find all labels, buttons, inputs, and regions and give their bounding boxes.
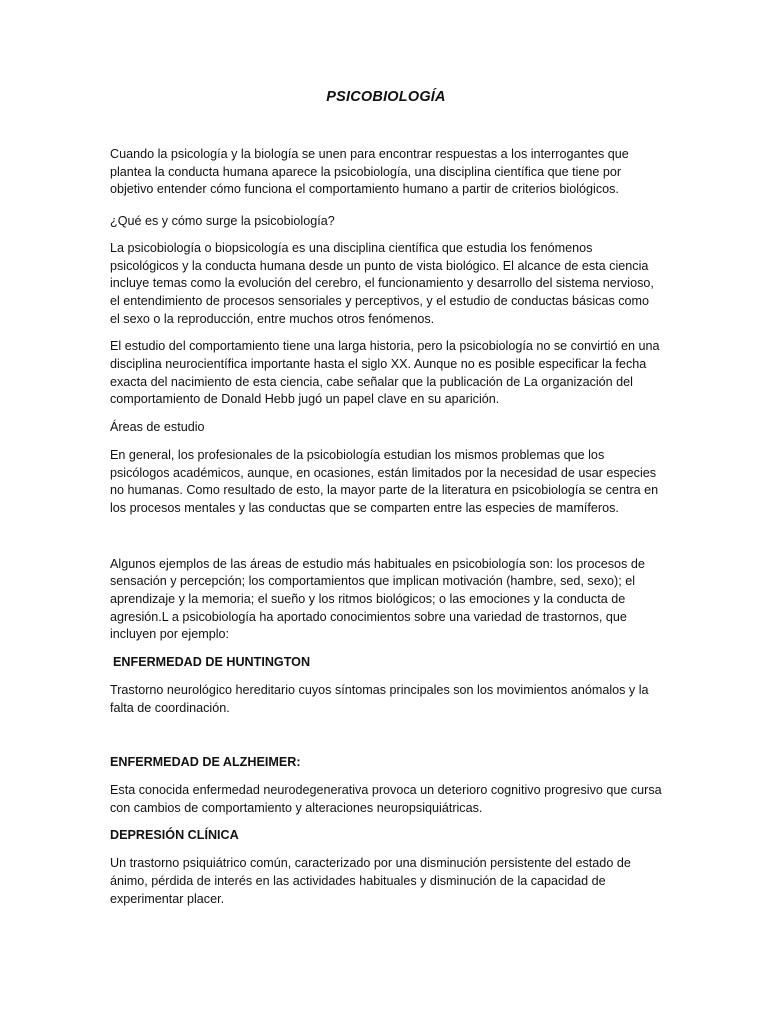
depression-heading: DEPRESIÓN CLÍNICA — [110, 828, 239, 843]
areas-paragraph: En general, los profesionales de la psicobiología estudian los mismos problemas que los psicólogos académicos, aunque, en ocasiones, están limitados por la necesidad de usar especies no humanas. Como resultado de esto, la mayor parte de la literatura en psicobiología se centra en los procesos mentales y las conductas que se comparten entre las especies de mamíferos. — [110, 447, 659, 515]
question-line: ¿Qué es y cómo surge la psicobiología? — [110, 214, 335, 229]
areas-heading: Áreas de estudio — [110, 420, 205, 435]
examples-paragraph: Algunos ejemplos de las áreas de estudio más habituales en psicobiología son: los procesos de sensación y percepción; los comportamientos que implican motivación (hambre, sed, sexo); el aprendizaje y la memoria; el sueño y los ritmos biológicos; o las emociones y la conducta de agresión.L a psicobiología ha aportado conocimientos sobre una variedad de trastornos, que incluyen por ejemplo: — [110, 556, 645, 642]
history-paragraph: El estudio del comportamiento tiene una larga historia, pero la psicobiología no se convirtió en una disciplina neurocientífica importante hasta el siglo XX. Aunque no es posible especificar la fecha exacta del nacimiento de esta ciencia, cabe señalar que la publicación de La organización del comportamiento de Donald Hebb jugó un papel clave en su aparición. — [110, 339, 660, 407]
huntington-text: Trastorno neurológico hereditario cuyos síntomas principales son los movimientos anómalos y la falta de coordinación. — [110, 682, 649, 715]
intro-paragraph: Cuando la psicología y la biología se unen para encontrar respuestas a los interrogantes que plantea la conducta humana aparece la psicobiología, una disciplina científica que tiene por objetivo entender cómo funciona el comportamiento humano a partir de criterios biológicos. — [110, 147, 629, 197]
depression-text: Un trastorno psiquiátrico común, caracterizado por una disminución persistente del estado de ánimo, pérdida de interés en las actividades habituales y disminución de la capacidad de experimentar placer. — [110, 856, 631, 906]
document-title: PSICOBIOLOGÍA — [326, 89, 446, 105]
document-body — [110, 86, 662, 908]
definition-paragraph: La psicobiología o biopsicología es una disciplina científica que estudia los fenómenos psicológicos y la conducta humana desde un punto de vista biológico. El alcance de esta ciencia incluye temas como la evolución del cerebro, el funcionamiento y desarrollo del sistema nervioso, el entendimiento de procesos sensoriales y perceptivos, y el estudio de conductas básicas como el sexo o la reproducción, entre muchos otros fenómenos. — [110, 240, 654, 326]
huntington-heading: ENFERMEDAD DE HUNTINGTON — [113, 655, 311, 670]
alzheimer-text: Esta conocida enfermedad neurodegenerativa provoca un deterioro cognitivo progresivo que cursa con cambios de comportamiento y alteraciones neuropsiquiátricas. — [110, 782, 662, 815]
alzheimer-heading: ENFERMEDAD DE ALZHEIMER: — [110, 755, 301, 770]
